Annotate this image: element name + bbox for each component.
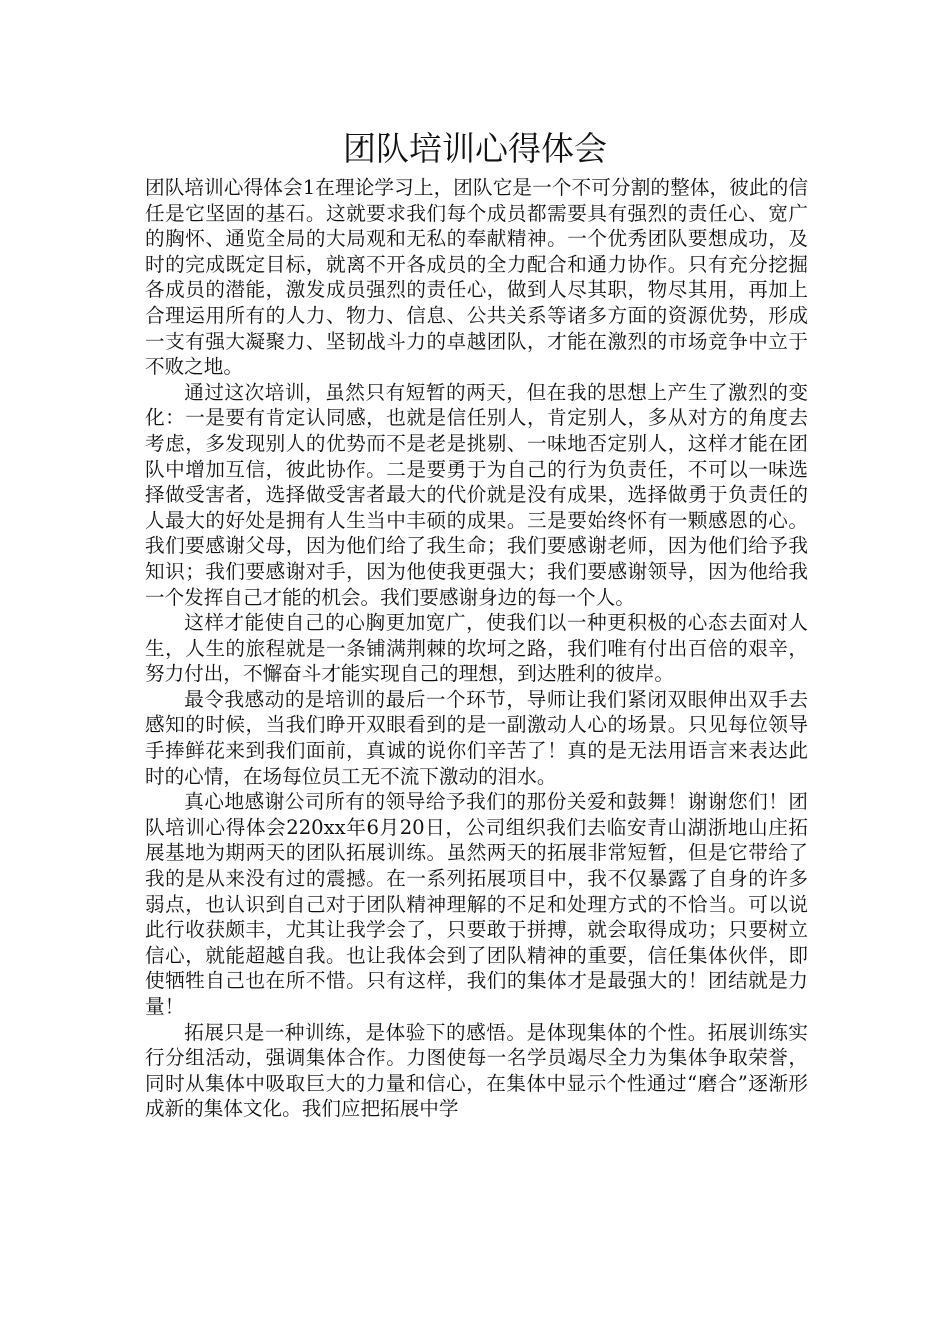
paragraph-5: 真心地感谢公司所有的领导给予我们的那份关爱和鼓舞！谢谢您们！团队培训心得体会220xx年6月20日，公司组织我们去临安青山湖浙地山庄拓展基地为期两天的团队拓展训练。虽然两天的拓展非常短暂，但是它带给了我的是从来没有过的震撼。在一系列拓展项目中，我不仅暴露了自身的许多弱点，也认识到自己对于团队精神理解的不足和处理方式的不恰当。可以说此行收获颇丰，尤其让我学会了，只要敢于拼搏，就会取得成功；只要树立信心，就能超越自我。也让我体会到了团队精神的重要，信任集体伙伴，即使牺牲自己也在所不惜。只有这样，我们的集体才是最强大的！团结就是力量！	[145, 790, 808, 1018]
document-title: 团队培训心得体会	[343, 129, 607, 168]
paragraph-1: 团队培训心得体会1在理论学习上，团队它是一个不可分割的整体，彼此的信任是它坚固的基石。这就要求我们每个成员都需要具有强烈的责任心、宽广的胸怀、通览全局的大局观和无私的奉献精神。一个优秀团队要想成功，及时的完成既定目标，就离不开各成员的全力配合和通力协作。只有充分挖掘各成员的潜能，激发成员强烈的责任心，做到人尽其职，物尽其用，再加上合理运用所有的人力、物力、信息、公共关系等诸多方面的资源优势，形成一支有强大凝聚力、坚韧战斗力的卓越团队，才能在激烈的市场竞争中立于不败之地。	[145, 176, 808, 379]
paragraph-3: 这样才能使自己的心胸更加宽广，使我们以一种更积极的心态去面对人生，人生的旅程就是一条铺满荆棘的坎坷之路，我们唯有付出百倍的艰辛，努力付出，不懈奋斗才能实现自己的理想，到达胜利的彼岸。	[145, 611, 808, 686]
paragraph-4: 最令我感动的是培训的最后一个环节，导师让我们紧闭双眼伸出双手去感知的时候，当我们睁开双眼看到的是一副激动人心的场景。只见每位领导手捧鲜花来到我们面前，真诚的说你们辛苦了！真的是无法用语言来表达此时的心情，在场每位员工无不流下激动的泪水。	[145, 687, 808, 788]
paragraph-6: 拓展只是一种训练，是体验下的感悟。是体现集体的个性。拓展训练实行分组活动，强调集体合作。力图使每一名学员竭尽全力为集体争取荣誉，同时从集体中吸取巨大的力量和信心，在集体中显示个性通过“磨合”逐渐形成新的集体文化。我们应把拓展中学	[145, 1020, 808, 1121]
document-body	[145, 175, 808, 1122]
paragraph-2: 通过这次培训，虽然只有短暂的两天，但在我的思想上产生了激烈的变化：一是要有肯定认同感，也就是信任别人，肯定别人，多从对方的角度去考虑，多发现别人的优势而不是老是挑剔、一味地否定别人，这样才能在团队中增加互信，彼此协作。二是要勇于为自己的行为负责任，不可以一味选择做受害者，选择做受害者最大的代价就是没有成果，选择做勇于负责任的人最大的好处是拥有人生当中丰硕的成果。三是要始终怀有一颗感恩的心。我们要感谢父母，因为他们给了我生命；我们要感谢老师，因为他们给予我知识；我们要感谢对手，因为他使我更强大；我们要感谢领导，因为他给我一个发挥自己才能的机会。我们要感谢身边的每一个人。	[145, 380, 808, 609]
